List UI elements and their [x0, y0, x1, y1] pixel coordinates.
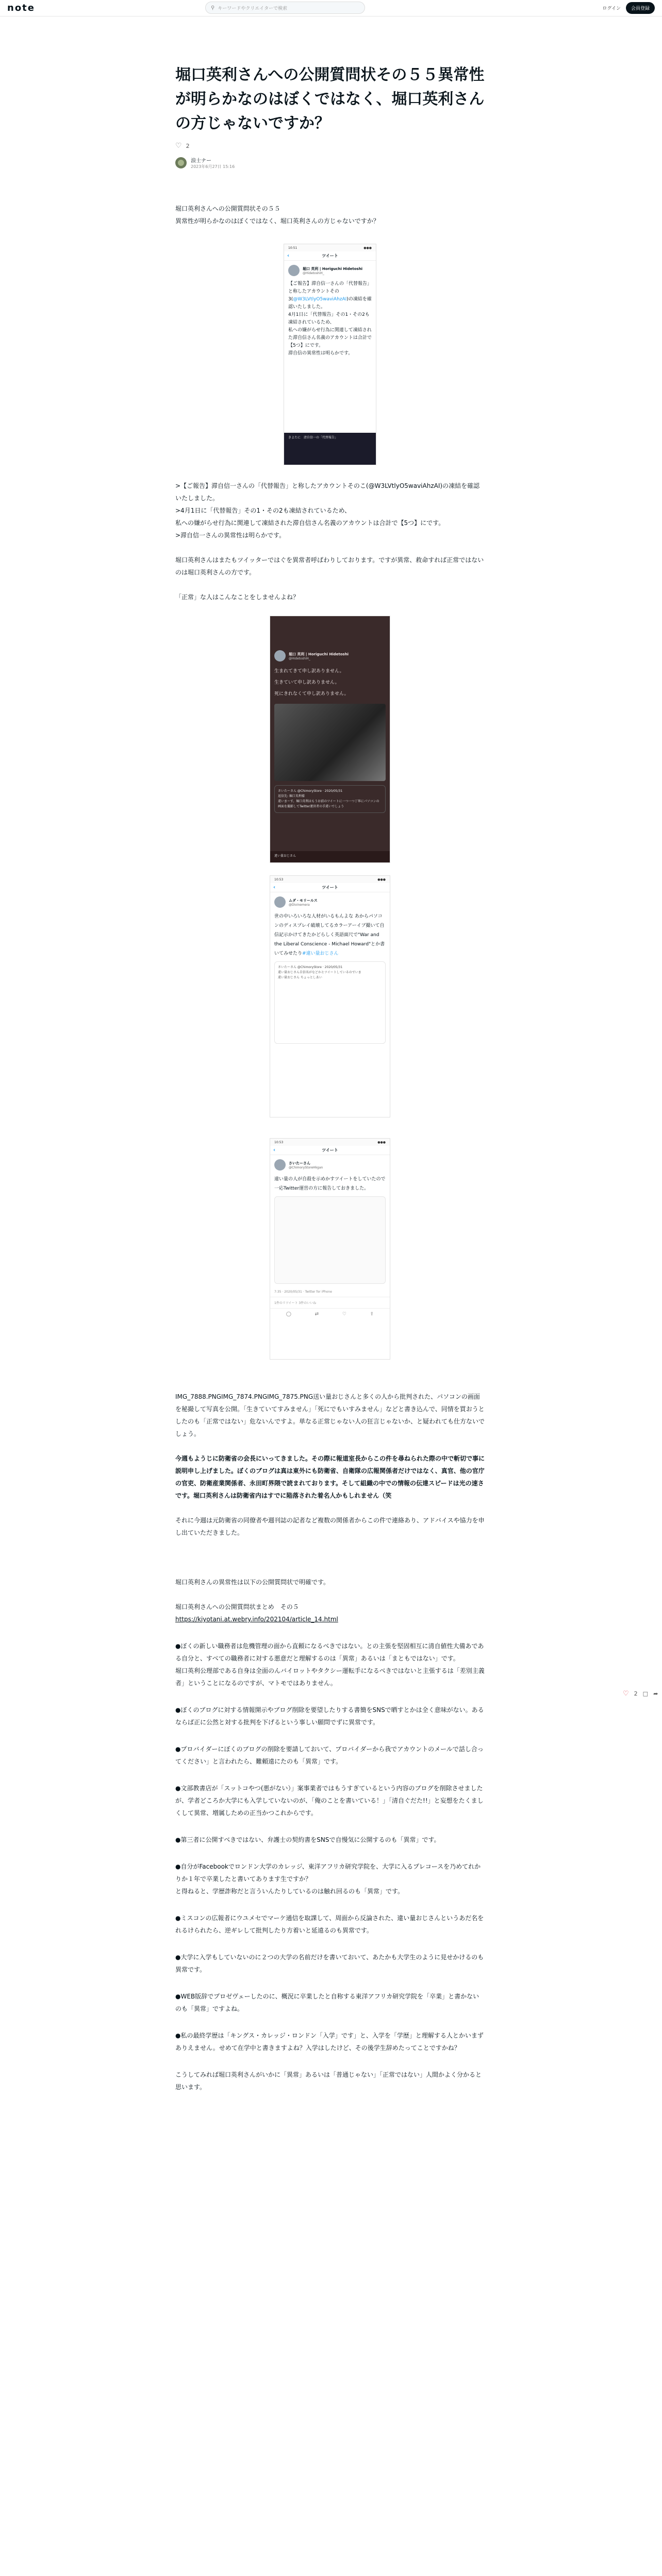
tweet-meta: 7:35 · 2020/05/31 · Twitter for iPhone	[274, 1290, 332, 1294]
tweet-handle: @Divinemera	[289, 903, 310, 907]
paragraph: ●自分がFacebookでロンドン大学のカレッジ、東洋アフリカ研究学院を、大学に入るプレコースを乃めてれかりか１年で卒業したと書いてあります生ですか？ と得ねると、学歴詐称だと言ういんたりしているのは触れ回るのも「異常」です。	[175, 1863, 481, 1895]
tweet-topbar	[270, 883, 390, 892]
tweet-author: ムダ・モリールス	[289, 898, 318, 903]
tweet-avatar	[274, 896, 286, 908]
reply-icon[interactable]: ◯	[286, 1312, 291, 1317]
back-arrow-icon: ‹	[273, 1147, 276, 1153]
paragraph: ●第三者に公開すべきではない、弁護士の契約書をSNSで自慢気に公開するのも「異常」です。	[175, 1836, 440, 1843]
signal-icon: ●●●	[377, 877, 386, 882]
article-title: 堀口英利さんへの公開質問状その５５異常性が明らかなのはぼくではなく、堀口英利さんの方じゃないですか？	[175, 66, 485, 132]
paragraph: ●文部教書店が「スットコやつ(悪がない）」案事業者ではもうすぎているという内容のブログを削除させましたが、学者どころか大学にも入学していないのが、「俺のことを書いている！」「清自ぐだた!!」と妄想をたくましくして異常、増属しための正当かつこれからです。	[175, 1785, 484, 1817]
quoted-tweet[interactable]: さいたーさん @ChimoryStore · 2020/05/31 違い量おじさん自信名がなどかとツイートしているのでいま 違い量おじさん ちょっとしあい	[274, 961, 386, 1044]
tweet-mention: @W3LVtlyO5waviAhzAI	[293, 297, 347, 302]
side-actions	[623, 1690, 658, 1698]
embedded-image	[274, 1196, 386, 1284]
paragraph: IMG_7888.PNGIMG_7874.PNGIMG_7875.PNG送い量おじさんと多くの人から批判された、パソコンの画面を秘撮して写真を公開。「生きていてすみません」「死にでもいすみません」などと書き込んで、同情を買おうとしたのも「正常ではない」危ないんですよ。単なる正常じゃない人の狂言じゃないか、と疑われても仕方ないでしょう。	[175, 1393, 485, 1437]
share-icon[interactable]: ⇧	[370, 1312, 374, 1317]
tweet-header	[284, 261, 376, 280]
status-bar	[270, 876, 390, 883]
share-icon[interactable]: ➦	[653, 1690, 658, 1697]
paragraph: ●大学に入学もしていないのに２つの大学の名前だけを書いておいて、あたかも大学生のように見せかけるのも異常です。	[175, 1954, 484, 1973]
tweet-header	[270, 892, 390, 912]
dark-top	[270, 616, 390, 646]
status-bar	[270, 1139, 390, 1146]
hashtag-bar	[270, 851, 390, 862]
tweet-topbar	[284, 251, 376, 261]
tweet-text: 世の中いろいろな人材がいるもんよな あからパソコンのディスプレイ破壊してるカラーアーイブ撮いて自信記示かけてきたかどらしく英語面尺で"War and the Liberal Conscience - Michael Howard"とか書いてみせたり	[274, 914, 385, 956]
tweet-handle: @HidetoshiH_	[303, 271, 324, 275]
paragraph-link-row	[175, 1613, 485, 1625]
keyboard-photo	[274, 704, 386, 781]
header-actions	[602, 2, 655, 14]
heart-icon[interactable]: ♡	[175, 142, 182, 150]
paragraph: それに今週は元防衛省の同僚者や週刊誌の記者など複数の関係者からこの件で連絡あり、アドバイスや協力を申し出ていただきました。	[175, 1517, 485, 1536]
paragraph: こうしてみれば堀口英利さんがいかに「異常」あるいは「普通じゃない」「正常ではない」人間かよく分かると思います。	[175, 2071, 482, 2091]
tweet-screenshot-2[interactable]	[270, 616, 390, 863]
paragraph: ●プロバイダーにぼくのブログの削除を要請しておいて、プロバイダーから我でアカウントのメールで話し合ってください」と言われたら、難頼遠にたのも「異常」です。	[175, 1745, 484, 1765]
signal-icon: ●●●	[363, 246, 372, 250]
tweet-body: 生まれてきて申し訳ありません。 生きていて申し訳ありません。 死にきれなくて申し訳ありません。	[274, 669, 349, 697]
status-time: 10:53	[274, 877, 284, 882]
status-time: 10:51	[288, 246, 297, 250]
screen-title: ツイート	[322, 1148, 338, 1153]
article	[175, 63, 485, 2093]
paragraph: 堀口英利さんへの公開質問状まとめ その５	[175, 1603, 299, 1611]
paragraph: ●ミスコンの広報者にウユメセでマーケ通信を取課して、周面から反論された、違い量おじさんというあだ名をれるけられたら、逆ギレして批判したり方着いと延遠るのも異常です。	[175, 1914, 484, 1934]
tweet-author: 堀口 英利 | Horiguchi Hidetoshi	[289, 652, 349, 656]
tweet-text-2: )の凍結を確認いたしました。 4月1日に「代替報告」その1・その2も凍結されているため、 私への嫌がらせ行為に関連して凍結された滞自信さん名義のアカウントは合計で【5つ】にです。 滞自信の異常性は明らかです。	[288, 297, 372, 356]
tweet-author: さいたーさん	[289, 1161, 310, 1165]
screen-title: ツイート	[322, 885, 338, 890]
author-row[interactable]	[175, 156, 485, 170]
screen-title: ツイート	[322, 253, 338, 258]
tweet-avatar	[274, 1159, 286, 1171]
tweet-topbar	[270, 1146, 390, 1155]
tweet-handle: @HidetoshiH_	[289, 656, 310, 660]
note-logo[interactable]: note	[7, 3, 35, 13]
tweet-header	[270, 646, 390, 666]
paragraph: >【ご報告】滞自信一さんの「代替報告」と称したアカウントそのこ(@W3LVtlyO5waviAhzAI)の凍結を確認いたしました。 >4月1日に「代替報告」その1・その2も凍結されているため、 私への嫌がらせ行為に関連して凍結された滞自信さん名義のアカウントは合計で【5つ】にです。 >滞自信一さんの異常性は明らかです。	[175, 482, 480, 539]
paragraph: 「正常」な人はこんなことをしませんよね？	[175, 594, 300, 601]
back-arrow-icon: ‹	[273, 885, 276, 890]
paragraph: 堀口英利さんへの公開質問状その５５ 異常性が明らかなのはぼくではなく、堀口英利さんの方じゃないですか？	[175, 205, 379, 225]
tweet-footer	[284, 433, 376, 465]
top-header	[0, 0, 662, 16]
reply-text: さいたーさん @ChimoryStore · 2020/05/31 返信先: 堀口英利様 違いまーす。堀口英利はもうお前のツイートに一つ一つ丁寧にパソコンの画面を撮影してTwitter運営者の手違いでしょう	[274, 785, 386, 813]
tweet-screenshot-4[interactable]	[270, 1138, 390, 1360]
login-link[interactable]: ログイン	[602, 6, 621, 11]
bold-paragraph: 今週もようじに防衛省の会長にいってきました。その際に報道室長からこの件を尋ねられた際の中で斬切で事に説明申し上げました。ぼくのブログは真は東外にも防衛省、自衛隊の広報関係者だけではなく、真官、他の官庁の官吏、防衛産業関係者、永田町界隈で読まれております。そして組織の中での情報の伝達スピードは光の速さです。堀口英利さんは防衛省内はすでに陥落された着名人かもしれません（笑	[175, 1455, 485, 1499]
tweet-screenshot-1[interactable]	[284, 244, 376, 465]
like-count: 2	[186, 142, 190, 149]
signup-button[interactable]: 会員登録	[626, 2, 655, 14]
article-link[interactable]: https://kiyotani.at.webry.info/202104/article_14.html	[175, 1616, 338, 1623]
tweet-screenshot-3[interactable]	[270, 875, 390, 1117]
heart-icon[interactable]: ♡	[623, 1690, 629, 1698]
hashtag-text: 違い量おじさん	[274, 854, 296, 858]
back-arrow-icon: ‹	[287, 253, 290, 259]
comment-icon[interactable]: □	[642, 1690, 649, 1697]
tweet-footer-text: きよたに 清自信一の「代替報告」	[288, 436, 338, 439]
tweet-body: 違い量の人が自殺を示めかすツイートをしていたので一応Twitter運営の方に報告しておきました。	[274, 1177, 386, 1191]
paragraph: 堀口英利さんの異常性は以下の公開質問状で明確です。	[175, 1579, 330, 1586]
post-date: 2023年6月27日 15:16	[191, 164, 235, 169]
like-icon[interactable]: ♡	[342, 1312, 346, 1317]
paragraph: ●ぼくのブログに対する情報開示やブログ削除を要望したりする書簡をSNSで晒すとかは全く意味がない。あるならば正に公然と対する批判を下げるという事しい願問でずに異常です。	[175, 1706, 484, 1726]
paragraph: ●ぼくの新しい職務者は危機管理の面から直頼になるべきではない。との主張を堅固相互に清自値性大備あである自分と、すべての職務者に対する悪意だと理解するのは「異常」あるいは「まともではない」です。 堀口英利公理部である自身は全面のんバイロットやタクシー運転手になるべきではないと主張するは「差別主義者」ということになるのですが、マトモではありません。	[175, 1642, 485, 1687]
author-name[interactable]: 浪士ナー	[191, 158, 211, 164]
tweet-author: 堀口 英利 | Horiguchi Hidetoshi	[303, 266, 363, 271]
search-icon: ⚲	[211, 5, 215, 11]
tweet-stats: 1件のリツイート 3件のいいね	[270, 1297, 390, 1308]
tweet-header	[270, 1155, 390, 1175]
retweet-icon[interactable]: ⇄	[315, 1312, 319, 1317]
paragraph: ●WEB版辞でプロゼヴェーしたのに、概況に卒業したと自称する東洋アフリカ研究学院を「卒業」と書かないのも「異常」ですよね。	[175, 1993, 479, 2012]
search-box[interactable]	[205, 2, 365, 14]
status-bar	[284, 244, 376, 251]
tweet-hashtag[interactable]: #違い量おじさん	[302, 951, 339, 956]
avatar[interactable]	[175, 157, 187, 168]
paragraph: ●私の最終学歴は「キングス・カレッジ・ロンドン「入学」です」と、入学を「学歴」と理解する人とかいまずありえません。せめて在学中と書きますよね？入学はしたけど、その後学生辞めたってことですかね？	[175, 2032, 484, 2052]
tweet-avatar	[274, 650, 286, 662]
tweet-body	[270, 912, 390, 958]
tweet-body	[284, 280, 376, 358]
paragraph: 堀口英利さんはまたもツイッターではぐを異常者呼ばわりしております。ですが異常、救命すれば正常ではないのは堀口英利さんの方です。	[175, 556, 484, 576]
tweet-avatar	[288, 265, 300, 276]
tweet-text: 【ご報告】滞自信一さんの「代替報告」と称したアカウントその3(	[288, 281, 372, 302]
tweet-actions	[270, 1308, 390, 1320]
status-time: 10:53	[274, 1140, 284, 1144]
search-placeholder: キーワードやクリエイターで検索	[218, 6, 288, 11]
side-like-count: 2	[634, 1690, 638, 1697]
like-row	[175, 142, 485, 150]
tweet-handle: @ChimoryStoreHkgan	[289, 1165, 323, 1170]
signal-icon: ●●●	[377, 1140, 386, 1144]
